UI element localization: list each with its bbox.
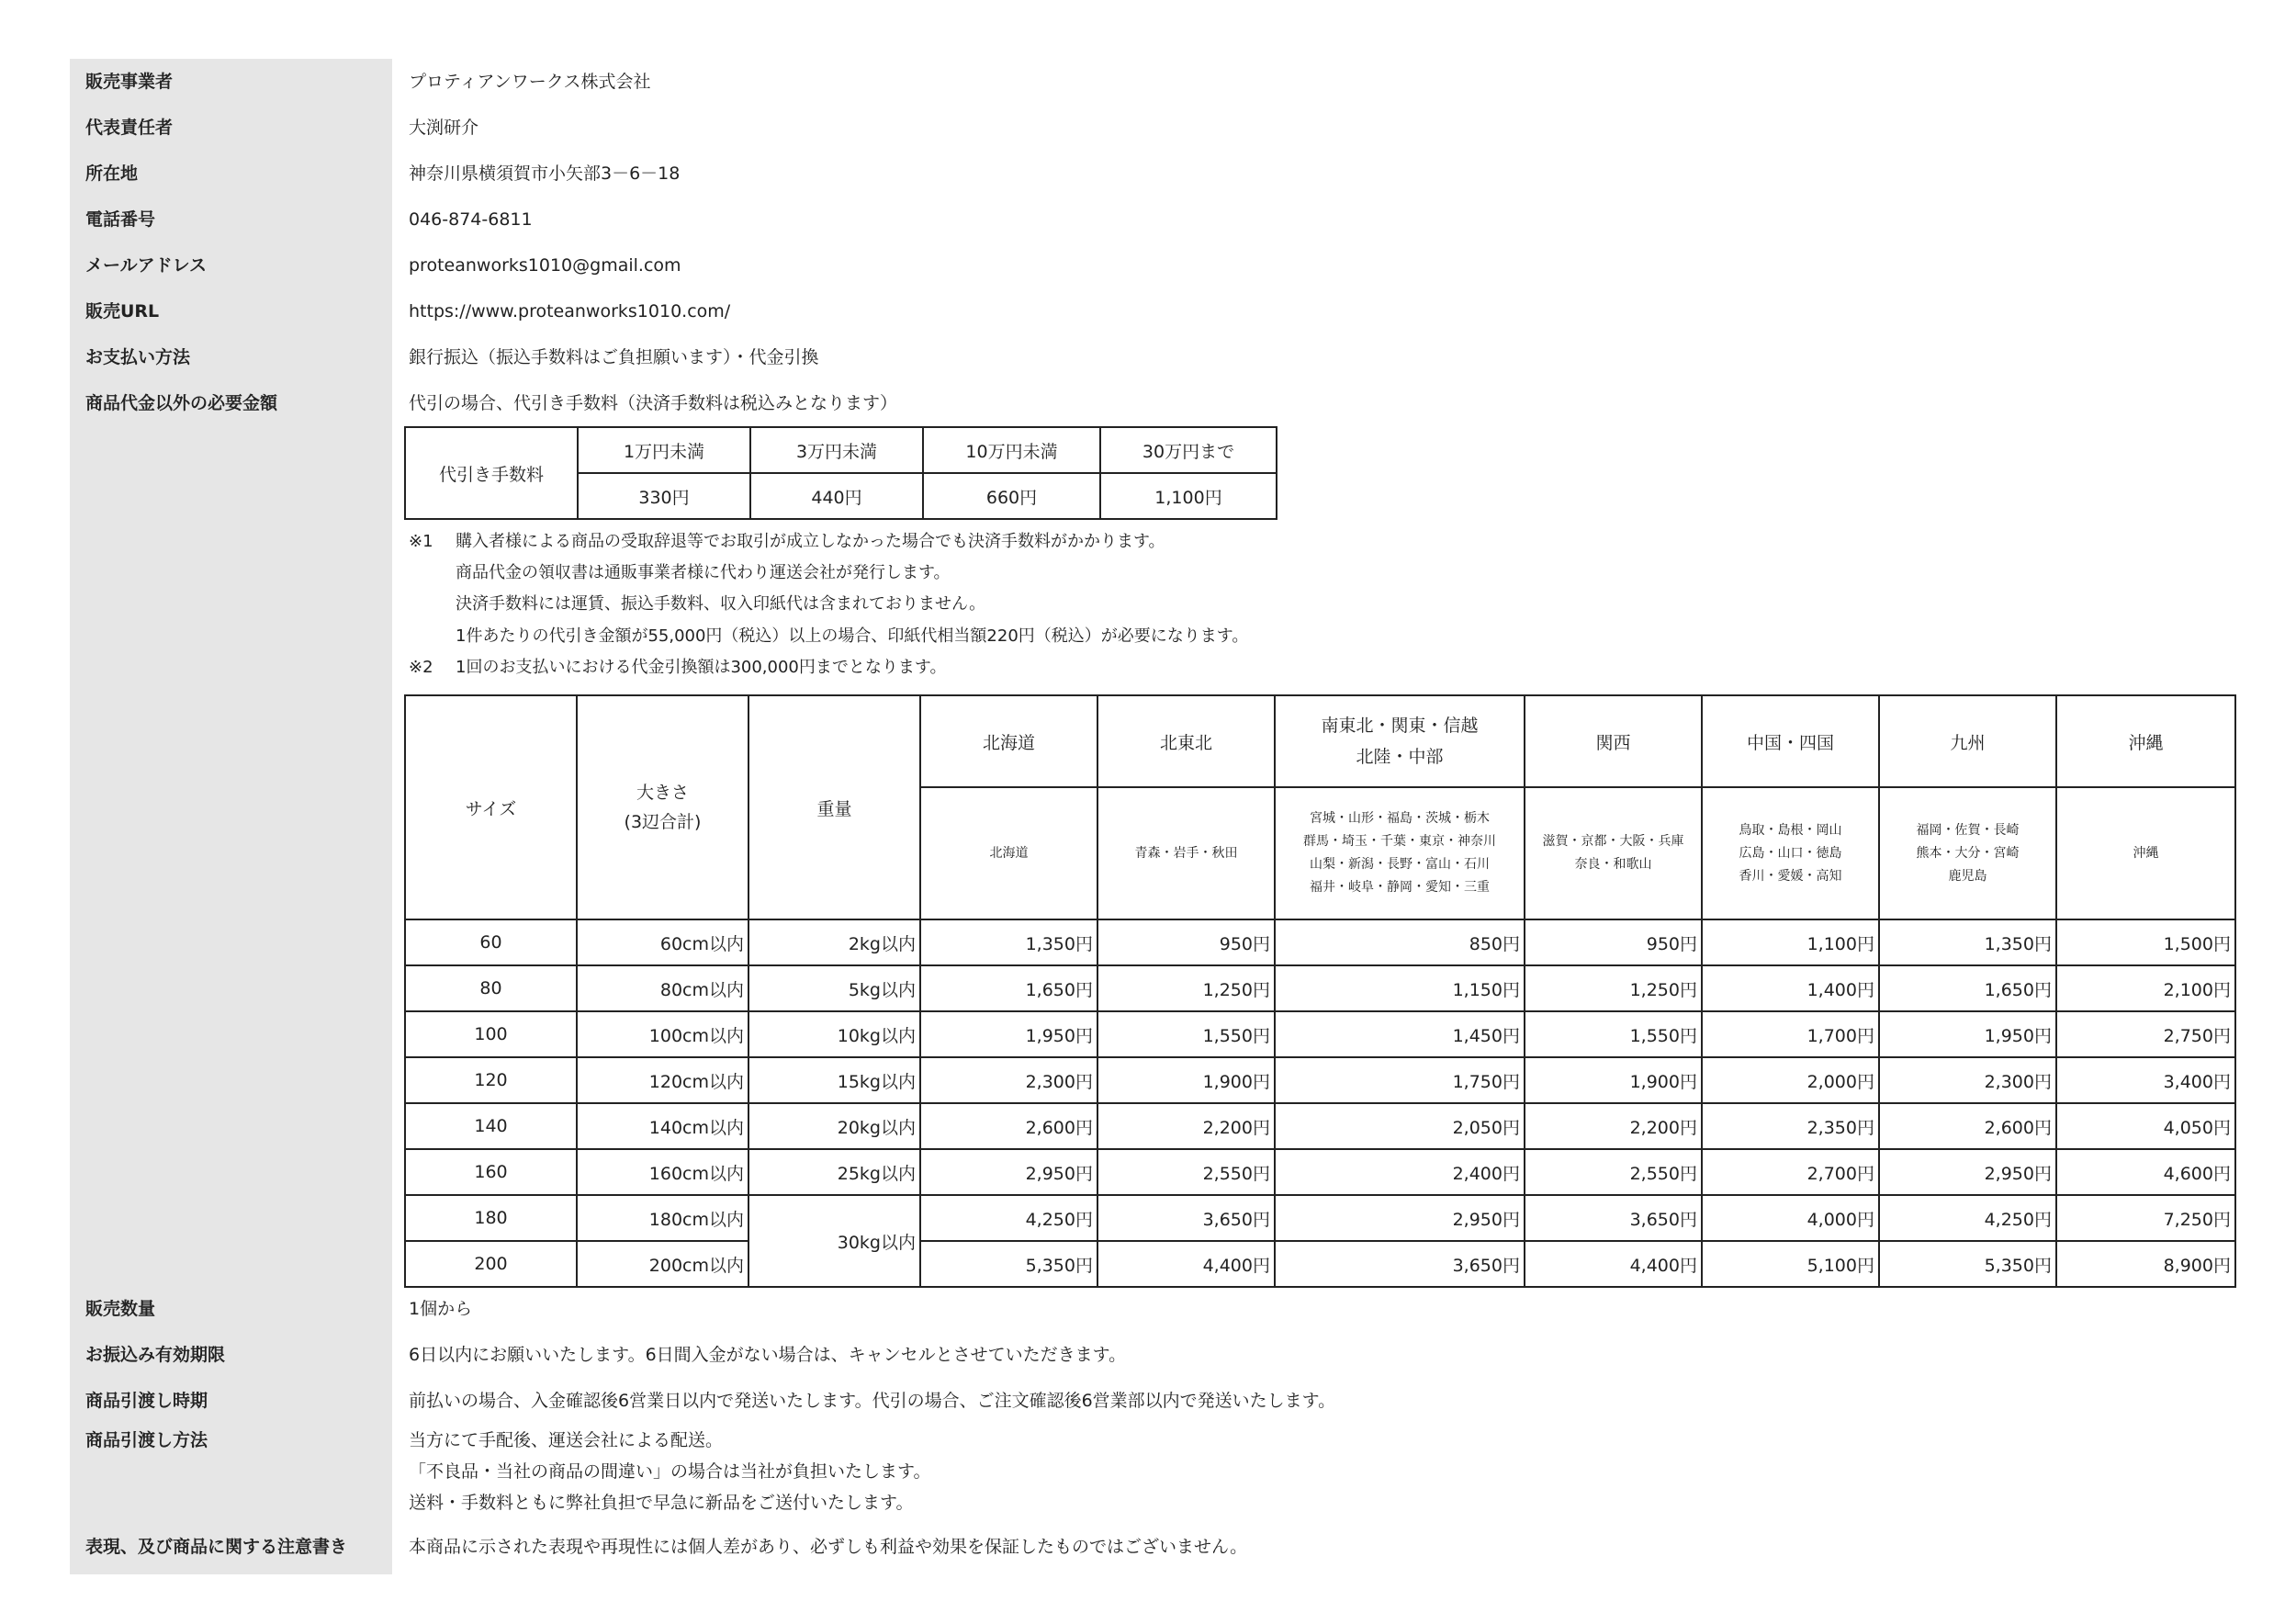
table-row	[405, 1149, 2235, 1195]
price-cell: 1,100円	[1702, 919, 1879, 965]
prefecture-line: 青森・岩手・秋田	[1134, 845, 1238, 861]
prefecture-line: 鳥取・島根・岡山	[1739, 822, 1842, 838]
price-cell: 2,700円	[1702, 1149, 1879, 1195]
region-prefectures	[1525, 787, 1702, 919]
address-label: 所在地	[85, 164, 139, 184]
price-cell: 1,900円	[1097, 1057, 1275, 1103]
note1-line: 1件あたりの代引き金額が55,000円（税込）以上の場合、印紙代相当額220円（税込）が必要になります。	[456, 626, 1249, 646]
quantity-label: 販売数量	[85, 1299, 156, 1319]
prefecture-line: 福岡・佐賀・長崎	[1916, 822, 2020, 838]
prefecture-line: 広島・山口・徳島	[1739, 845, 1842, 861]
note1-line: 購入者様による商品の受取辞退等でお取引が成立しなかった場合でも決済手数料がかかります。	[456, 532, 1165, 551]
prefecture-line: 鹿児島	[1948, 868, 1987, 884]
cod-fee-table	[404, 426, 1277, 520]
dimension-cell: 200cm以内	[577, 1241, 748, 1287]
dimension-cell: 60cm以内	[577, 919, 748, 965]
prefecture-line: 奈良・和歌山	[1574, 857, 1652, 872]
price-cell: 1,650円	[1879, 965, 2056, 1011]
price-cell: 1,250円	[1525, 965, 1702, 1011]
region-header-line: 南東北・関東・信越	[1321, 716, 1479, 736]
price-cell: 8,900円	[2056, 1241, 2235, 1287]
weight-cell: 5kg以内	[748, 965, 920, 1011]
region-header: 北海道	[920, 695, 1097, 787]
price-cell: 1,250円	[1097, 965, 1275, 1011]
region-header: 関西	[1525, 695, 1702, 787]
weight-cell: 30kg以内	[748, 1195, 920, 1287]
table-row	[405, 919, 2235, 965]
price-cell: 1,950円	[920, 1011, 1097, 1057]
price-cell: 2,300円	[1879, 1057, 2056, 1103]
region-prefectures	[920, 787, 1097, 919]
dimension-cell: 120cm以内	[577, 1057, 748, 1103]
cod-header-cell: 30万円まで	[1100, 427, 1277, 473]
size-cell: 120	[405, 1057, 577, 1103]
dimension-cell: 160cm以内	[577, 1149, 748, 1195]
disclaimer-label: 表現、及び商品に関する注意書き	[85, 1537, 348, 1557]
seller-label: 販売事業者	[85, 72, 174, 92]
transfer-deadline-label: お振込み有効期限	[85, 1345, 226, 1365]
region-prefectures	[1097, 787, 1275, 919]
transfer-deadline-value: 6日以内にお願いいたします。6日間入金がない場合は、キャンセルとさせていただきます。	[409, 1345, 1127, 1365]
dimension-cell: 100cm以内	[577, 1011, 748, 1057]
price-cell: 2,200円	[1097, 1103, 1275, 1149]
extra-cost-value: 代引の場合、代引き手数料（決済手数料は税込みとなります）	[409, 393, 898, 413]
extra-cost-label: 商品代金以外の必要金額	[85, 393, 278, 413]
price-cell: 2,200円	[1525, 1103, 1702, 1149]
price-cell: 1,500円	[2056, 919, 2235, 965]
price-cell: 3,650円	[1275, 1241, 1525, 1287]
price-cell: 2,600円	[1879, 1103, 2056, 1149]
prefecture-line: 宮城・山形・福島・茨城・栃木	[1310, 811, 1490, 826]
prefecture-line: 沖縄	[2133, 845, 2159, 861]
region-prefectures	[1879, 787, 2056, 919]
price-cell: 2,050円	[1275, 1103, 1525, 1149]
dimension-header-sub: (3辺合計)	[624, 812, 702, 832]
size-cell: 60	[405, 919, 577, 965]
price-cell: 950円	[1525, 919, 1702, 965]
region-header	[1275, 695, 1525, 787]
note2-text: 1回のお支払いにおける代金引換額は300,000円までとなります。	[456, 658, 947, 677]
prefecture-line: 福井・岐阜・静岡・愛知・三重	[1310, 880, 1490, 895]
cod-fee-cell: 660円	[923, 473, 1100, 519]
price-cell: 1,550円	[1525, 1011, 1702, 1057]
delivery-time-label: 商品引渡し時期	[85, 1391, 208, 1411]
weight-cell: 25kg以内	[748, 1149, 920, 1195]
size-cell: 200	[405, 1241, 577, 1287]
phone-label: 電話番号	[85, 209, 156, 230]
price-cell: 4,250円	[920, 1195, 1097, 1241]
price-cell: 2,550円	[1525, 1149, 1702, 1195]
note2-mark: ※2	[409, 658, 433, 677]
note1-line: 決済手数料には運賃、振込手数料、収入印紙代は含まれておりません。	[456, 594, 986, 614]
price-cell: 1,650円	[920, 965, 1097, 1011]
delivery-method-line: 当方にて手配後、運送会社による配送。	[409, 1430, 724, 1450]
size-cell: 160	[405, 1149, 577, 1195]
dimension-header-title: 大きさ	[636, 783, 689, 803]
price-cell: 1,700円	[1702, 1011, 1879, 1057]
email-value: proteanworks1010@gmail.com	[409, 255, 681, 276]
region-header: 北東北	[1097, 695, 1275, 787]
region-header: 中国・四国	[1702, 695, 1879, 787]
size-cell: 140	[405, 1103, 577, 1149]
price-cell: 2,950円	[1879, 1149, 2056, 1195]
size-cell: 80	[405, 965, 577, 1011]
price-cell: 2,750円	[2056, 1011, 2235, 1057]
price-cell: 1,900円	[1525, 1057, 1702, 1103]
price-cell: 2,600円	[920, 1103, 1097, 1149]
region-header: 九州	[1879, 695, 2056, 787]
delivery-time-value: 前払いの場合、入金確認後6営業日以内で発送いたします。代引の場合、ご注文確認後6営業部以内で発送いたします。	[409, 1391, 1336, 1411]
price-cell: 1,950円	[1879, 1011, 2056, 1057]
price-cell: 950円	[1097, 919, 1275, 965]
price-cell: 1,150円	[1275, 965, 1525, 1011]
shipping-fee-table	[404, 694, 2236, 1288]
weight-cell: 2kg以内	[748, 919, 920, 965]
price-cell: 4,000円	[1702, 1195, 1879, 1241]
price-cell: 2,550円	[1097, 1149, 1275, 1195]
table-row	[405, 1011, 2235, 1057]
cod-header-cell: 3万円未満	[750, 427, 923, 473]
prefecture-line: 山梨・新潟・長野・富山・石川	[1310, 857, 1490, 872]
quantity-value: 1個から	[409, 1299, 473, 1319]
cod-fee-cell: 1,100円	[1100, 473, 1277, 519]
price-cell: 2,950円	[920, 1149, 1097, 1195]
region-prefectures	[1275, 787, 1525, 919]
weight-cell: 15kg以内	[748, 1057, 920, 1103]
size-cell: 100	[405, 1011, 577, 1057]
price-cell: 1,350円	[920, 919, 1097, 965]
price-cell: 2,950円	[1275, 1195, 1525, 1241]
note1-mark: ※1	[409, 532, 433, 551]
price-cell: 1,450円	[1275, 1011, 1525, 1057]
table-row	[405, 1057, 2235, 1103]
representative-label: 代表責任者	[85, 118, 174, 138]
price-cell: 2,350円	[1702, 1103, 1879, 1149]
representative-value: 大渕研介	[409, 118, 479, 138]
email-label: メールアドレス	[85, 255, 208, 276]
price-cell: 4,400円	[1097, 1241, 1275, 1287]
price-cell: 3,650円	[1097, 1195, 1275, 1241]
payment-label: お支払い方法	[85, 347, 191, 367]
size-cell: 180	[405, 1195, 577, 1241]
price-cell: 2,100円	[2056, 965, 2235, 1011]
prefecture-line: 熊本・大分・宮崎	[1916, 845, 2020, 861]
price-cell: 5,100円	[1702, 1241, 1879, 1287]
weight-cell: 10kg以内	[748, 1011, 920, 1057]
price-cell: 3,400円	[2056, 1057, 2235, 1103]
dimension-cell: 80cm以内	[577, 965, 748, 1011]
prefecture-line: 群馬・埼玉・千葉・東京・神奈川	[1303, 834, 1496, 849]
table-row	[405, 1241, 2235, 1287]
table-row	[405, 1103, 2235, 1149]
table-row	[405, 965, 2235, 1011]
cod-fee-cell: 330円	[578, 473, 750, 519]
disclaimer-value: 本商品に示された表現や再現性には個人差があり、必ずしも利益や効果を保証したものではございません。	[409, 1537, 1248, 1557]
prefecture-line: 滋賀・京都・大阪・兵庫	[1542, 834, 1684, 849]
weight-cell: 20kg以内	[748, 1103, 920, 1149]
price-cell: 3,650円	[1525, 1195, 1702, 1241]
phone-value: 046-874-6811	[409, 209, 533, 230]
dimension-cell: 140cm以内	[577, 1103, 748, 1149]
price-cell: 1,550円	[1097, 1011, 1275, 1057]
region-header-line: 北陸・中部	[1356, 747, 1444, 767]
seller-value: プロティアンワークス株式会社	[409, 72, 651, 92]
table-row	[405, 1195, 2235, 1241]
weight-header: 重量	[748, 695, 920, 919]
cod-fee-cell: 440円	[750, 473, 923, 519]
url-value: https://www.proteanworks1010.com/	[409, 301, 731, 321]
prefecture-line: 香川・愛媛・高知	[1739, 868, 1842, 884]
region-prefectures	[1702, 787, 1879, 919]
delivery-method-line: 「不良品・当社の商品の間違い」の場合は当社が負担いたします。	[409, 1461, 931, 1482]
size-header: サイズ	[405, 695, 577, 919]
cod-header-cell: 1万円未満	[578, 427, 750, 473]
price-cell: 1,750円	[1275, 1057, 1525, 1103]
dimension-header	[577, 695, 748, 919]
price-cell: 2,400円	[1275, 1149, 1525, 1195]
price-cell: 4,050円	[2056, 1103, 2235, 1149]
payment-value: 銀行振込（振込手数料はご負担願います）・代金引換	[409, 347, 819, 367]
price-cell: 2,300円	[920, 1057, 1097, 1103]
region-header: 沖縄	[2056, 695, 2235, 787]
cod-row-label: 代引き手数料	[405, 427, 578, 519]
prefecture-line: 北海道	[989, 845, 1029, 861]
delivery-method-label: 商品引渡し方法	[85, 1430, 208, 1450]
price-cell: 4,400円	[1525, 1241, 1702, 1287]
price-cell: 1,350円	[1879, 919, 2056, 965]
price-cell: 850円	[1275, 919, 1525, 965]
delivery-method-line: 送料・手数料ともに弊社負担で早急に新品をご送付いたします。	[409, 1493, 914, 1513]
address-value: 神奈川県横須賀市小矢部3－6－18	[409, 164, 681, 184]
price-cell: 2,000円	[1702, 1057, 1879, 1103]
cod-header-cell: 10万円未満	[923, 427, 1100, 473]
price-cell: 4,250円	[1879, 1195, 2056, 1241]
url-label: 販売URL	[85, 301, 160, 321]
price-cell: 7,250円	[2056, 1195, 2235, 1241]
dimension-cell: 180cm以内	[577, 1195, 748, 1241]
region-prefectures	[2056, 787, 2235, 919]
note1-line: 商品代金の領収書は通販事業者様に代わり運送会社が発行します。	[456, 563, 951, 582]
price-cell: 1,400円	[1702, 965, 1879, 1011]
price-cell: 5,350円	[1879, 1241, 2056, 1287]
price-cell: 5,350円	[920, 1241, 1097, 1287]
price-cell: 4,600円	[2056, 1149, 2235, 1195]
